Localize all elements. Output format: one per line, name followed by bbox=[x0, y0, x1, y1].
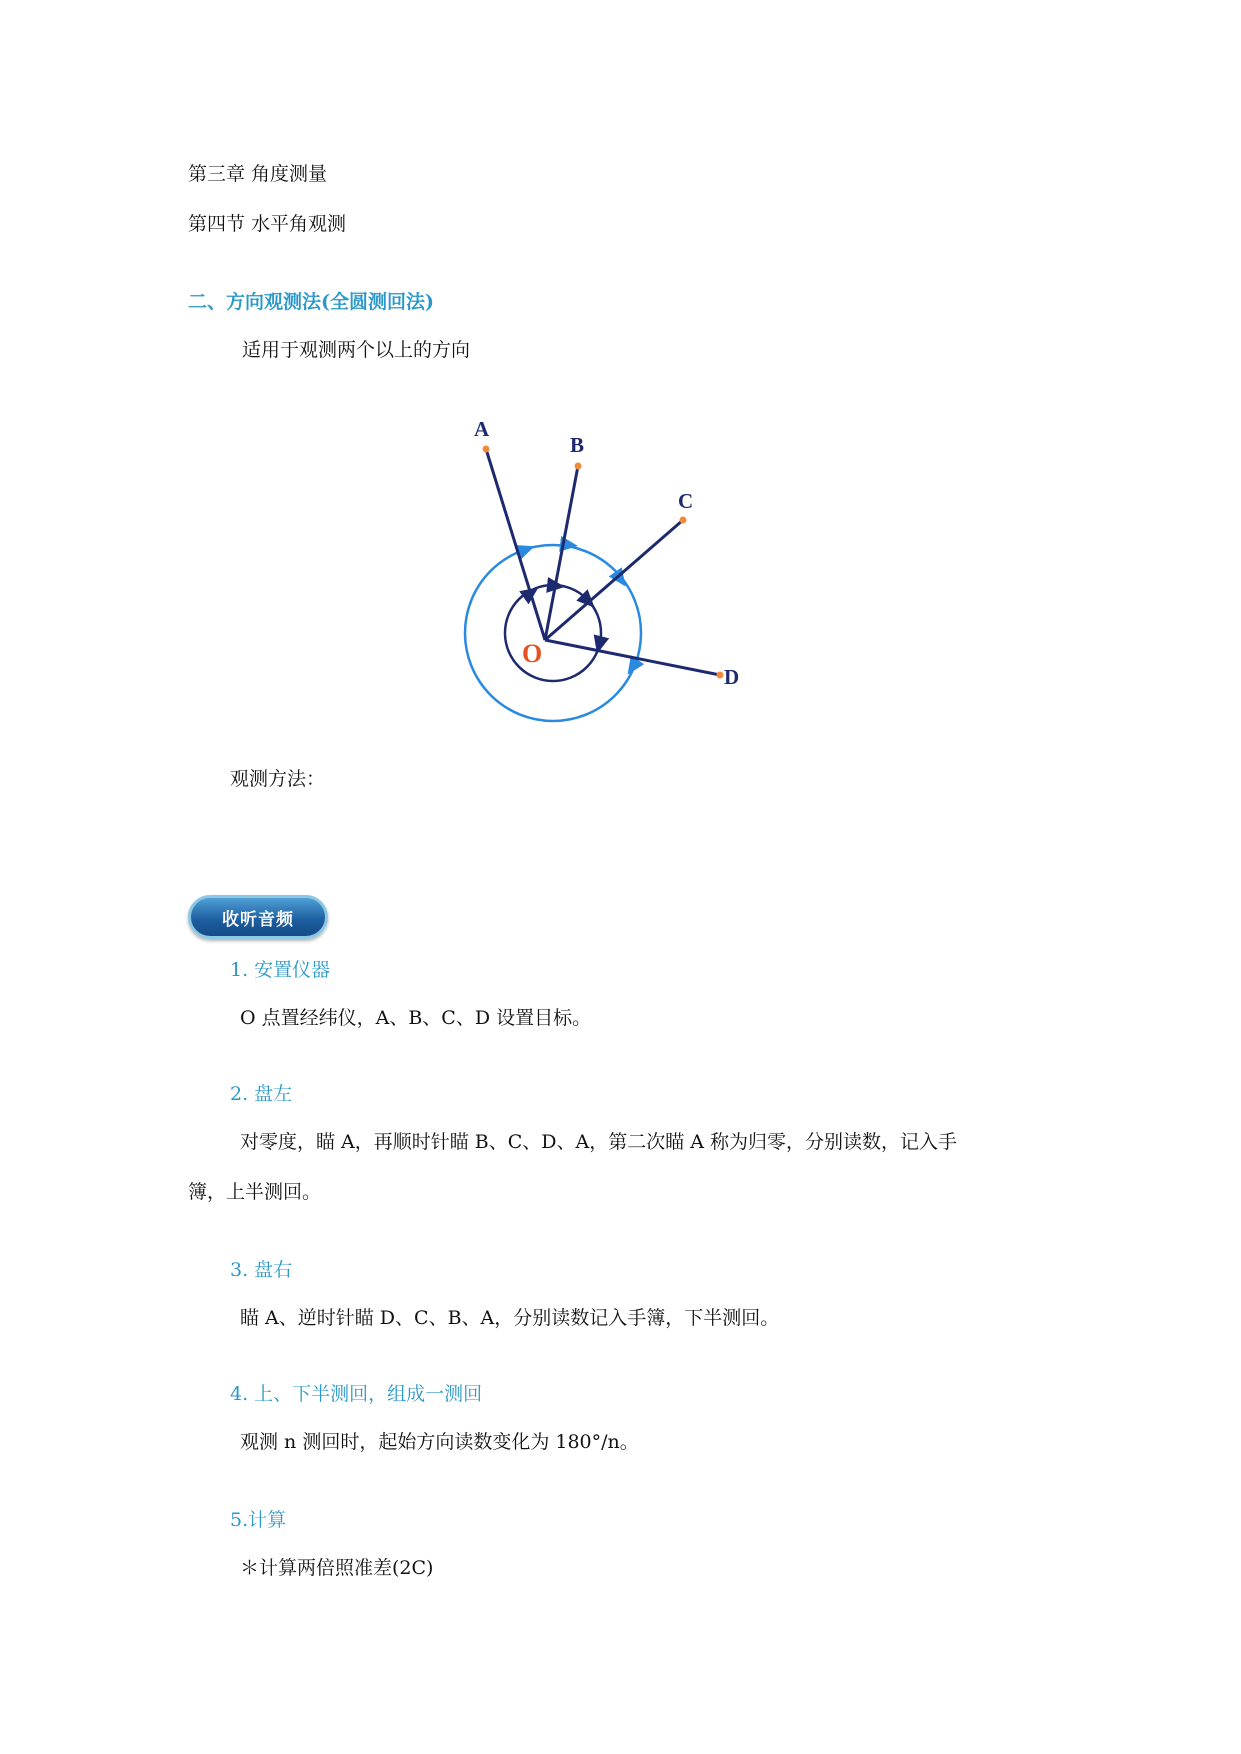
step-2-text-1: 对零度，瞄 A，再顺时针瞄 B、C、D、A，第二次瞄 A 称为归零，分别读数，记入手 bbox=[240, 1131, 958, 1153]
chapter-title: 第三章 角度测量 bbox=[188, 163, 328, 185]
step-4-text: 观测 n 测回时，起始方向读数变化为 180°/n。 bbox=[240, 1431, 639, 1453]
step-2-title: 2. 盘左 bbox=[230, 1083, 293, 1105]
step-2-text-2: 簿，上半测回。 bbox=[188, 1181, 322, 1203]
point-b bbox=[575, 463, 582, 470]
point-a bbox=[483, 446, 490, 453]
method-label: 观测方法： bbox=[230, 768, 326, 790]
method-heading: 二、方向观测法(全圆测回法) bbox=[188, 291, 434, 313]
step-3-text: 瞄 A、逆时针瞄 D、C、B、A，分别读数记入手簿，下半测回。 bbox=[240, 1307, 780, 1329]
listen-audio-label: 收听音频 bbox=[222, 909, 294, 930]
listen-audio-button[interactable] bbox=[188, 895, 328, 939]
step-5-title: 5.计算 bbox=[230, 1509, 287, 1531]
step-5-text: ＊计算两倍照准差(2C) bbox=[240, 1557, 434, 1579]
line-oa bbox=[486, 449, 545, 640]
step-3-title: 3. 盘右 bbox=[230, 1259, 293, 1281]
point-d bbox=[717, 672, 724, 679]
label-d: D bbox=[724, 665, 740, 689]
label-o: O bbox=[522, 639, 543, 668]
intro-text: 适用于观测两个以上的方向 bbox=[242, 339, 471, 361]
label-a: A bbox=[474, 417, 490, 441]
step-4-title: 4. 上、下半测回，组成一测回 bbox=[230, 1383, 483, 1405]
section-title: 第四节 水平角观测 bbox=[188, 213, 347, 235]
step-1-text: O 点置经纬仪，A、B、C、D 设置目标。 bbox=[240, 1007, 592, 1029]
step-1-title: 1. 安置仪器 bbox=[230, 959, 331, 981]
direction-observation-diagram bbox=[440, 405, 780, 735]
label-c: C bbox=[678, 489, 694, 513]
label-b: B bbox=[570, 433, 585, 457]
point-c bbox=[680, 517, 687, 524]
